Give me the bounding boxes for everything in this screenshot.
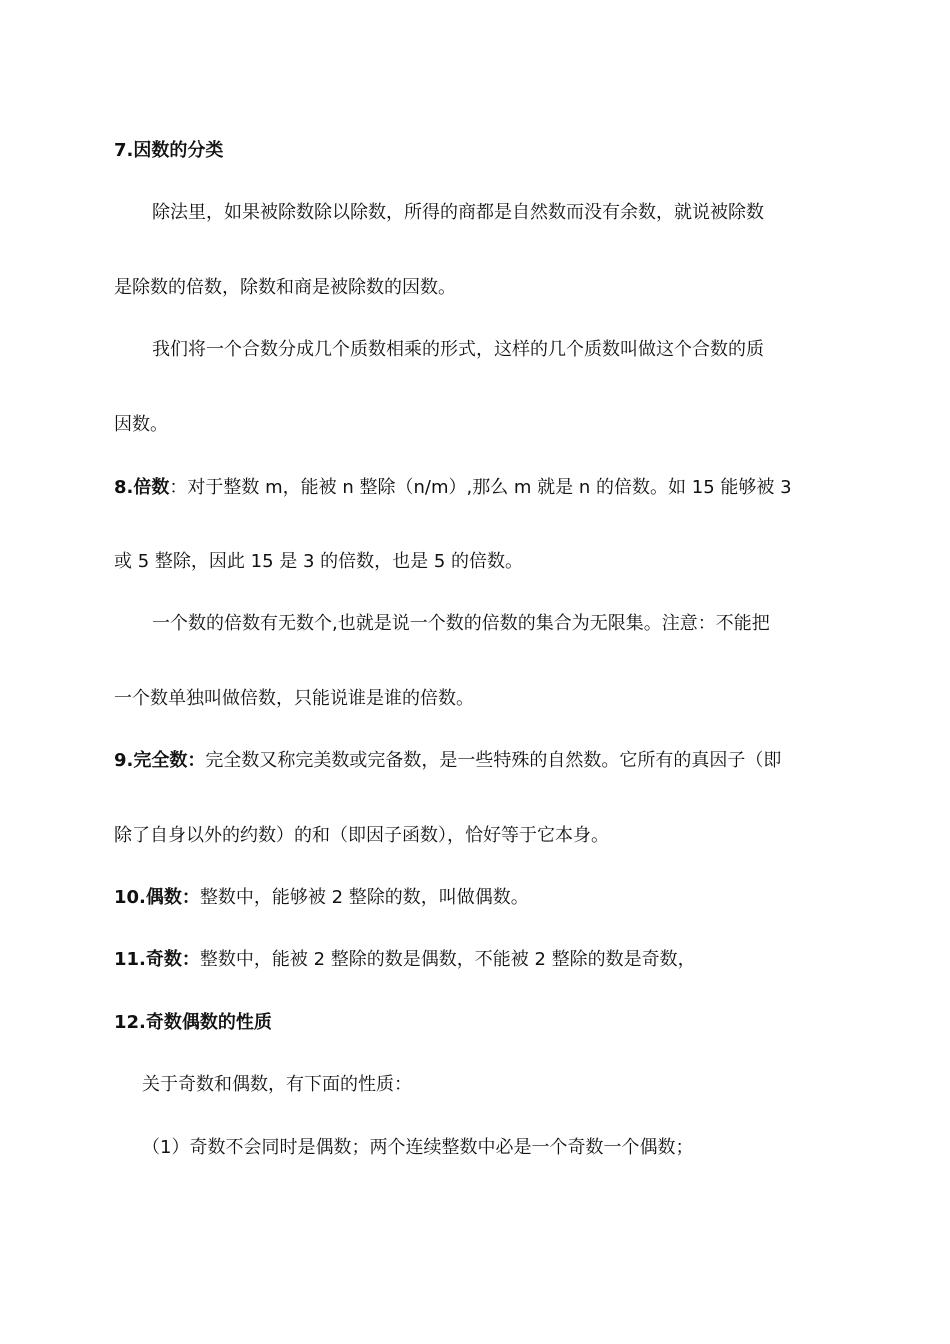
section-8-label: 8.倍数 — [114, 477, 170, 498]
section-7-paragraph-1-line-2: 是除数的倍数，除数和商是被除数的因数。 — [114, 277, 456, 298]
section-9-label: 9.完全数： — [114, 750, 206, 771]
section-7-heading: 7.因数的分类 — [114, 140, 224, 161]
section-11-line — [114, 948, 696, 972]
section-7-paragraph-2-line-2: 因数。 — [114, 414, 168, 435]
section-12-item-1: （1）奇数不会同时是偶数；两个连续整数中必是一个奇数一个偶数； — [142, 1137, 694, 1158]
section-9-line-1 — [114, 749, 781, 773]
section-10-line — [114, 886, 529, 910]
section-9-line-2: 除了自身以外的约数）的和（即因子函数），恰好等于它本身。 — [114, 825, 609, 846]
section-12-intro: 关于奇数和偶数，有下面的性质： — [142, 1074, 412, 1095]
section-8-line-2: 或 5 整除，因此 15 是 3 的倍数，也是 5 的倍数。 — [114, 551, 524, 572]
section-7-paragraph-1-line-1: 除法里，如果被除数除以除数，所得的商都是自然数而没有余数，就说被除数 — [152, 202, 764, 223]
section-8-line-1-text: ：对于整数 m，能被 n 整除（n/m）,那么 m 就是 n 的倍数。如 15 能够被 3 — [169, 477, 792, 498]
section-9-line-1-text: 完全数又称完美数或完备数，是一些特殊的自然数。它所有的真因子（即 — [205, 750, 782, 771]
section-10-label: 10.偶数： — [114, 887, 200, 908]
section-11-label: 11.奇数： — [114, 949, 200, 970]
section-11-text: 整数中，能被 2 整除的数是偶数，不能被 2 整除的数是奇数， — [199, 949, 696, 970]
section-12-heading: 12.奇数偶数的性质 — [114, 1012, 272, 1033]
section-7-paragraph-2-line-1: 我们将一个合数分成几个质数相乘的形式，这样的几个质数叫做这个合数的质 — [152, 339, 764, 360]
section-8-paragraph-2-line-1: 一个数的倍数有无数个,也就是说一个数的倍数的集合为无限集。注意：不能把 — [152, 613, 770, 634]
section-8-paragraph-2-line-2: 一个数单独叫做倍数，只能说谁是谁的倍数。 — [114, 688, 474, 709]
section-8-line-1 — [114, 476, 792, 500]
section-10-text: 整数中，能够被 2 整除的数，叫做偶数。 — [199, 887, 529, 908]
